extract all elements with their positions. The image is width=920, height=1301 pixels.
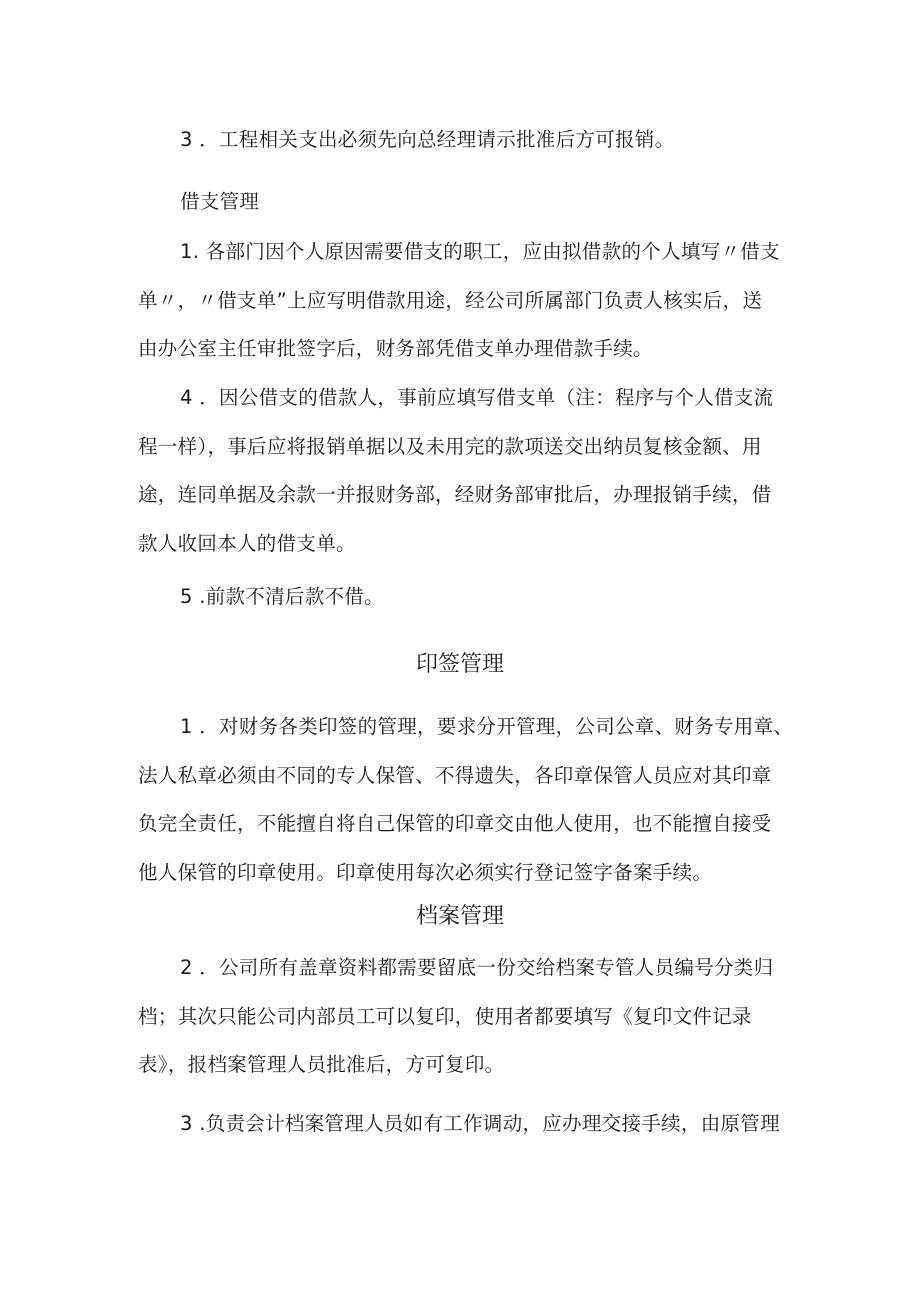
text-line: 他人保管的印章使用。印章使用每次必须实行登记签字备案手续。 — [138, 860, 713, 884]
paragraph-item-3-expense-approval — [180, 116, 674, 165]
paragraph-item-1-seal-custody — [138, 703, 793, 897]
text-line: 法人私章必须由不同的专人保管、不得遗失，各印章保管人员应对其印章 — [138, 763, 772, 787]
section-label-borrowing — [180, 178, 259, 227]
heading-seal-management: 印签管理 — [415, 652, 504, 677]
text-line: 款人收回本人的借支单。 — [138, 531, 356, 555]
paragraph-item-4-business-borrowing — [138, 374, 773, 568]
text-line: 负完全责任，不能擅自将自己保管的印章交由他人使用，也不能擅自接受 — [138, 812, 772, 835]
paragraph-item-1-personal-borrowing — [138, 228, 780, 374]
text-line: 5 .前款不清后款不借。 — [180, 585, 384, 608]
text-line: 3 .负责会计档案管理人员如有工作调动，应办理交接手续，由原管理 — [180, 1112, 780, 1135]
paragraph-item-3-archive-handover — [180, 1100, 780, 1149]
heading-archive-management: 档案管理 — [415, 904, 504, 929]
text-line: 单〃，〃借支单”上应写明借款用途，经公司所属部门负责人核实后，送 — [138, 288, 763, 312]
section-label-text: 借支管理 — [180, 190, 260, 213]
text-line: 由办公室主任审批签字后，财务部凭借支单办理借款手续。 — [138, 337, 653, 360]
text-line: 3 ．工程相关支出必须先向总经理请示批准后方可报销。 — [180, 128, 675, 151]
paragraph-item-5-no-new-loan — [180, 573, 384, 622]
text-line: 表》，报档案管理人员批准后，方可复印。 — [138, 1053, 505, 1076]
paragraph-item-2-archive-copies — [138, 944, 773, 1090]
text-line: 档；其次只能公司内部员工可以复印，使用者都要填写《复印文件记录 — [138, 1004, 752, 1028]
text-line: 1 ．对财务各类印签的管理，要求分开管理，公司公章、财务专用章、 — [180, 715, 794, 738]
text-line: 2 ．公司所有盖章资料都需要留底一份交给档案专管人员编号分类归 — [180, 956, 774, 979]
text-line: 程一样），事后应将报销单据以及未用完的款项送交出纳员复核金额、用 — [138, 434, 762, 458]
text-line: 途，连同单据及余款一并报财务部，经财务部审批后，办理报销手续，借 — [138, 483, 772, 506]
text-line: 1. 各部门因个人原因需要借支的职工，应由拟借款的个人填写〃借支 — [180, 240, 780, 263]
text-line: 4 ．因公借支的借款人，事前应填写借支单（注：程序与个人借支流 — [180, 386, 774, 409]
